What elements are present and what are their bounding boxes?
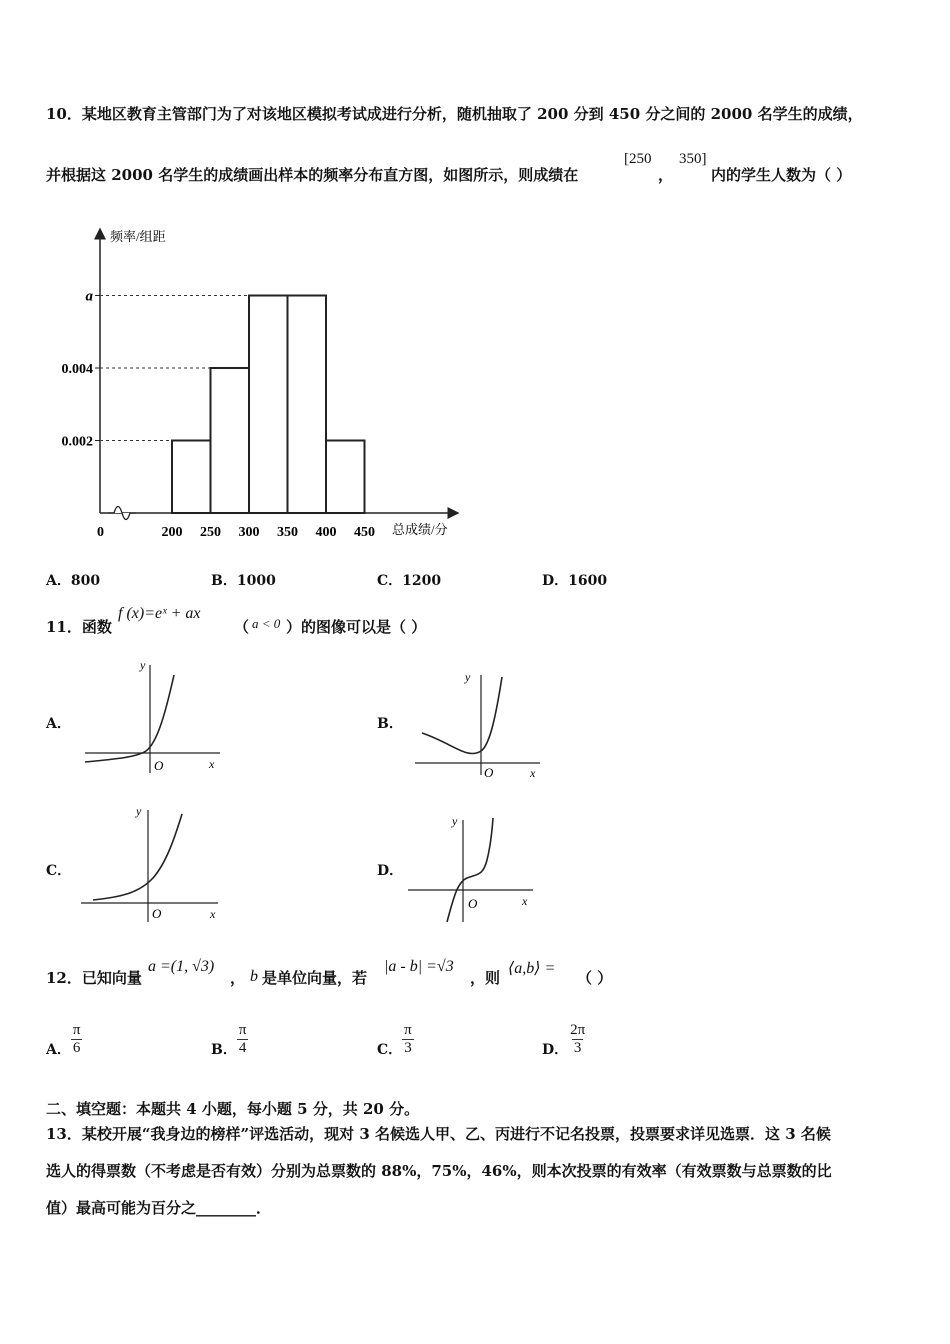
graph-c-origin: O [152,906,162,921]
q13-line3: 值）最高可能为百分之________． [46,1199,272,1217]
q12-suffix: （ ） [577,969,613,987]
graph-c-y-label: y [136,804,142,818]
fraction-denominator: 3 [404,1039,412,1056]
y-axis-label: 频率/组距 [110,229,166,244]
q10-option-text: 800 [70,573,101,589]
x-tick-label-400: 400 [315,525,337,540]
graph-b-curve [422,677,502,754]
q11-graph-a[interactable] [82,655,227,775]
q12-option-letter: B． [211,1042,237,1058]
q11-graph-c[interactable] [78,800,228,925]
section2-heading: 二、填空题：本题共 4 小题，每小题 5 分，共 20 分。 [46,1100,420,1118]
histogram-bar-400-450 [326,441,365,514]
origin-label: 0 [97,525,104,540]
q13-line2: 选人的得票数（不考虑是否有效）分别为总票数的 88%，75%，46%，则本次投票的有效率（有效票数与总票数的比 [46,1162,832,1180]
graph-d-origin: O [468,896,478,911]
q10-option-text: 1200 [402,573,442,589]
q11-option-a-letter[interactable]: A． [46,716,71,732]
q10-interval-right: 350] [679,151,707,167]
q12-vec-a: a =(1, √3) [148,958,215,975]
q11-condition: a < 0 [252,616,281,631]
q12-option-fraction [71,1022,83,1057]
q10-option-a[interactable] [46,570,100,590]
histogram-bar-300-350 [249,296,288,514]
q12-norm-expr: |a - b| =√3 [384,958,454,975]
histogram-bar-250-300 [211,368,250,513]
q12-vec-b: b [250,968,258,985]
q12-option-fraction [237,1022,249,1057]
q11-option-c-letter[interactable]: C． [46,863,72,879]
graph-d-y-label: y [452,814,458,828]
histogram-bar-350-400 [288,296,327,514]
q12-option-a[interactable] [46,1019,82,1059]
q10-line2-pre: 并根据这 2000 名学生的成绩画出样本的频率分布直方图，如图所示，则成绩在 [46,166,579,184]
q12-option-letter: D． [542,1042,569,1058]
q11-option-d-letter[interactable]: D． [377,863,404,879]
graph-a-x-label: x [209,757,215,771]
q12-option-letter: C． [377,1042,403,1058]
x-tick-label-200: 200 [161,525,183,540]
fraction-denominator: 6 [72,1039,81,1056]
histogram-chart [40,220,480,550]
graph-d-x-label: x [522,894,528,908]
q10-option-b[interactable] [211,570,276,590]
fraction-denominator: 4 [238,1039,247,1056]
q11-cond-open: （ [234,618,250,636]
q12-option-fraction [568,1022,587,1057]
q12-option-letter: A． [46,1042,71,1058]
q11-prefix: 11．函数 [46,618,112,636]
x-tick-label-300: 300 [238,525,260,540]
x-tick-label-350: 350 [277,525,298,540]
q10-option-c[interactable] [377,570,441,590]
q12-mid3: ，则 [470,969,501,987]
q11-option-b-letter[interactable]: B． [377,716,403,732]
fraction-numerator: π [238,1021,247,1038]
fraction-numerator: π [72,1021,81,1038]
q12-option-d[interactable] [542,1019,587,1059]
q10-line1: 10．某地区教育主管部门为了对该地区模拟考试成进行分析，随机抽取了 200 分到 450 分之间的 2000 名学生的成绩， [46,105,863,123]
q10-option-letter: D． [542,573,569,589]
x-tick-label-250: 250 [200,525,221,540]
q10-interval-comma: ， [658,166,674,184]
q10-option-text: 1600 [568,573,608,589]
graph-b-x-label: x [530,766,536,780]
q10-option-text: 1000 [236,573,276,589]
graph-a-curve [85,675,174,762]
y-tick-label-0: 0.002 [61,434,93,450]
y-tick-label-1: 0.004 [61,362,93,377]
q12-option-c[interactable] [377,1019,414,1059]
fraction-numerator: π [404,1021,412,1038]
fraction-denominator: 3 [573,1039,582,1056]
graph-b-origin: O [484,765,494,780]
q12-option-fraction [402,1022,414,1057]
q12-mid2: 是单位向量，若 [262,969,368,987]
axis-break-icon [108,507,136,520]
q10-option-d[interactable] [542,570,607,590]
graph-b-y-label: y [465,670,471,684]
x-axis-label: 总成绩/分 [392,522,448,537]
q12-angle-expr: ⟨a,b⟩ = [508,960,556,977]
histogram-bar-200-250 [172,441,211,514]
q10-option-letter: B． [211,573,237,589]
x-tick-label-450: 450 [354,525,375,540]
q13-line1: 13．某校开展“我身边的榜样”评选活动，现对 3 名候选人甲、乙、丙进行不记名投票，投票要求详见选票．这 3 名候 [46,1125,831,1143]
graph-a-origin: O [154,758,164,773]
q10-interval-left: [250 [624,151,652,167]
q12-prefix: 12．已知向量 [46,969,142,987]
q11-graph-b[interactable] [412,665,547,780]
y-tick-label-2: a [85,288,93,305]
graph-c-x-label: x [210,907,216,921]
q10-line2-post: 内的学生人数为（ ） [711,166,852,184]
q12-option-b[interactable] [211,1019,248,1059]
fraction-numerator: 2π [570,1021,586,1038]
q10-option-letter: C． [377,573,403,589]
graph-a-y-label: y [140,658,146,672]
q10-option-letter: A． [46,573,71,589]
q11-cond-close: ）的图像可以是（ ） [286,618,427,636]
q12-mid1: ， [230,969,246,987]
q11-formula: f (x)=eˣ + ax [118,605,201,622]
q11-graph-d[interactable] [405,810,540,930]
graph-c-curve [93,814,182,900]
